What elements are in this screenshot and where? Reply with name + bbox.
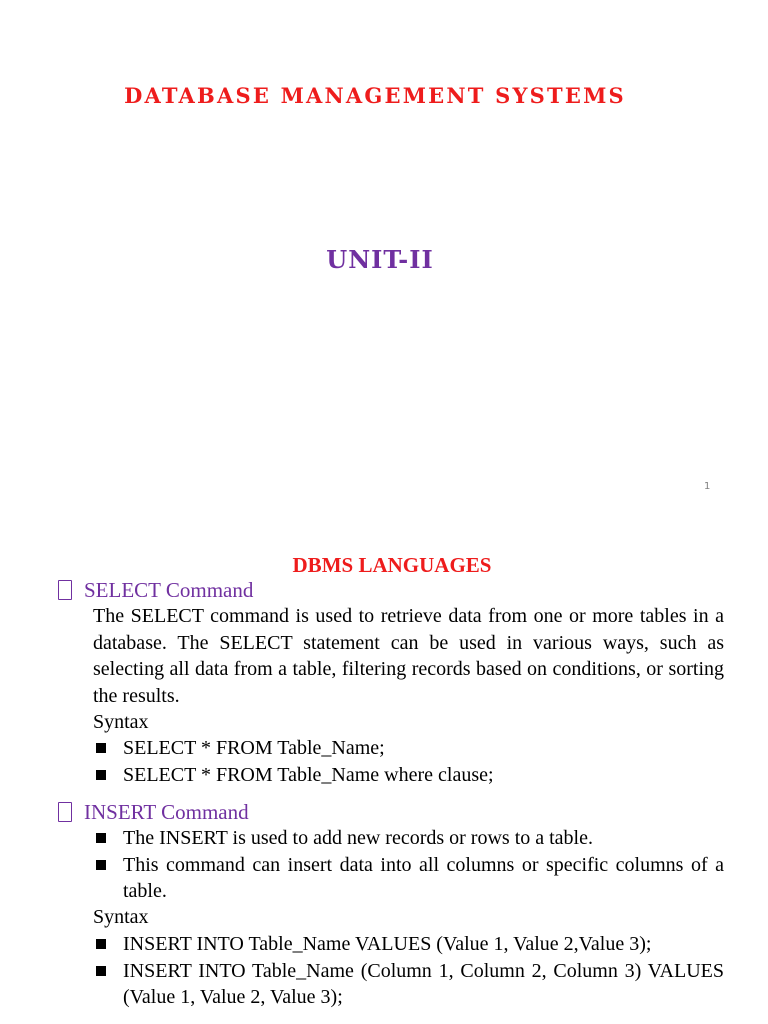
list-item <box>93 762 724 789</box>
insert-heading-label: INSERT Command <box>84 800 249 824</box>
list-item <box>93 852 724 905</box>
select-syntax-item: SELECT * FROM Table_Name where clause; <box>123 763 494 786</box>
missing-glyph-icon <box>58 802 72 822</box>
missing-glyph-icon <box>58 580 72 600</box>
square-bullet-icon <box>96 743 106 753</box>
select-heading-label: SELECT Command <box>84 578 254 602</box>
square-bullet-icon <box>96 860 106 870</box>
insert-command-heading <box>58 800 249 825</box>
list-item <box>93 825 724 852</box>
page-number: 1 <box>704 481 711 492</box>
list-item <box>93 958 724 1011</box>
select-syntax-item: SELECT * FROM Table_Name; <box>123 737 385 759</box>
select-description: The SELECT command is used to retrieve data from one or more tables in a database. The SELECT statement can be used in various ways, such as selecting all data from a table, filtering records based on conditions, or sorting the results. <box>93 605 724 707</box>
insert-syntax-item: INSERT INTO Table_Name VALUES (Value 1, Value 2,Value 3); <box>123 933 652 955</box>
insert-point: This command can insert data into all columns or specific columns of a table. <box>123 853 724 902</box>
document-title: DATABASE MANAGEMENT SYSTEMS <box>124 83 626 108</box>
select-syntax-label: Syntax <box>93 711 149 733</box>
square-bullet-icon <box>96 770 106 780</box>
square-bullet-icon <box>96 833 106 843</box>
list-item <box>93 735 724 762</box>
insert-syntax-item: INSERT INTO Table_Name (Column 1, Column 2, Column 3) VALUES (Value 1, Value 2, Value 3); <box>123 959 724 1008</box>
insert-syntax-label: Syntax <box>93 906 149 928</box>
select-syntax-list <box>93 735 724 788</box>
square-bullet-icon <box>96 939 106 949</box>
insert-syntax-list <box>93 931 724 1011</box>
section-heading: DBMS LANGUAGES <box>292 553 492 577</box>
list-item <box>93 931 724 958</box>
square-bullet-icon <box>96 966 106 976</box>
insert-points-list <box>93 825 724 905</box>
select-command-heading <box>58 578 253 603</box>
insert-point: The INSERT is used to add new records or rows to a table. <box>123 827 593 849</box>
unit-title: UNIT-II <box>326 245 434 274</box>
